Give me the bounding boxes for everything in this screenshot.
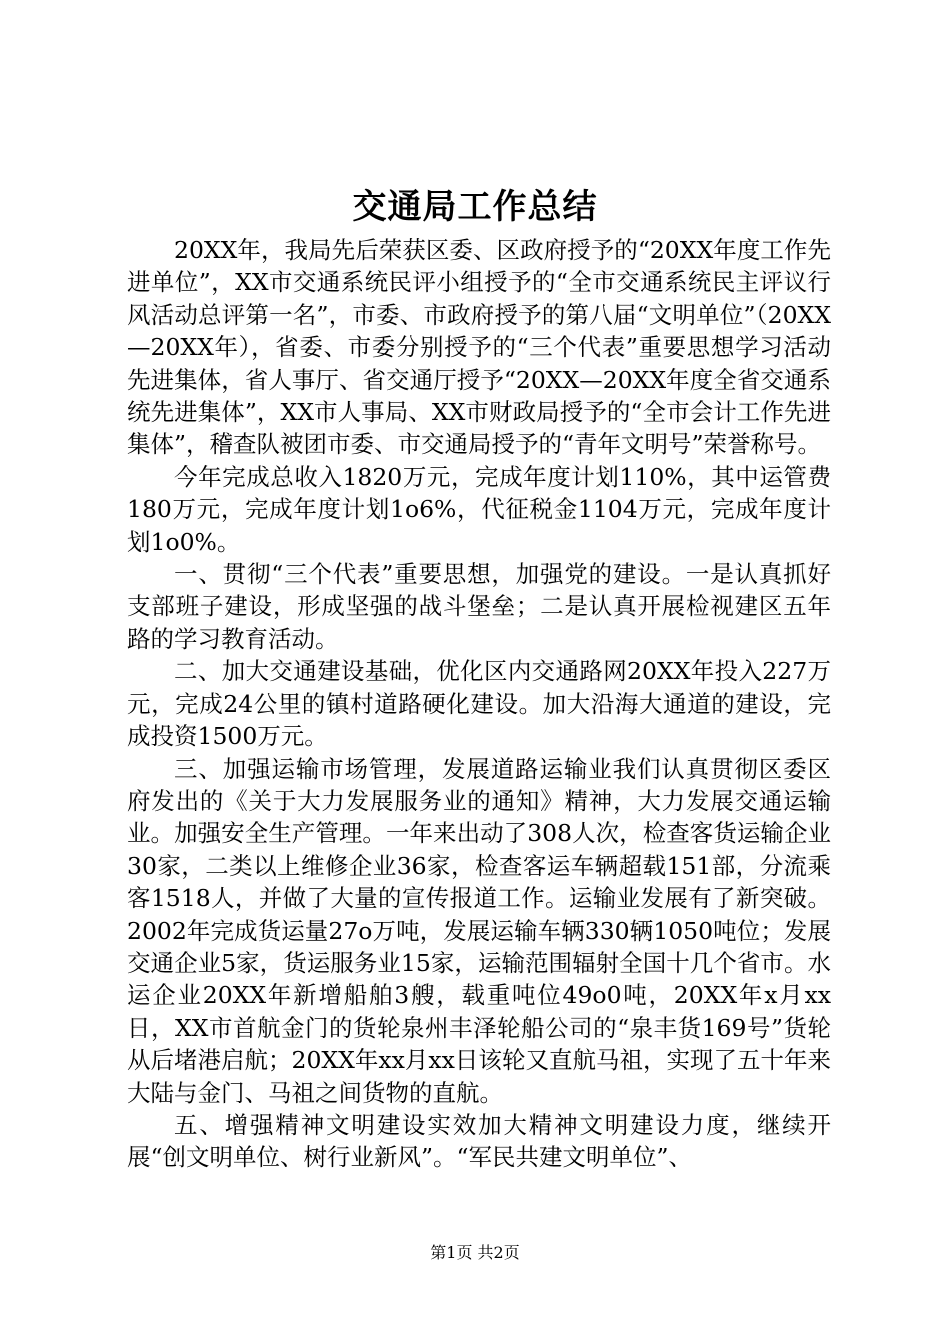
paragraph-infrastructure: 二、加大交通建设基础，优化区内交通路网20XX年投入227万元，完成24公里的镇村道路硬化建设。加大沿海大通道的建设，完成投资1500万元。 bbox=[127, 657, 831, 751]
page-title: 交通局工作总结 bbox=[352, 187, 598, 227]
paragraph-party-building: 一、贯彻“三个代表”重要思想，加强党的建设。一是认真抓好支部班子建设，形成坚强的战斗堡垒；二是认真开展检视建区五年路的学习教育活动。 bbox=[127, 560, 831, 653]
document-body bbox=[127, 234, 831, 1174]
paragraph-revenue: 今年完成总收入1820万元，完成年度计划110%，其中运管费180万元，完成年度计划1o6%，代征税金1104万元，完成年度计划1o0%。 bbox=[127, 462, 831, 556]
paragraph-spiritual-civilization: 五、增强精神文明建设实效加大精神文明建设力度，继续开展“创文明单位、树行业新风”。“军民共建文明单位”、 bbox=[127, 1110, 831, 1172]
paragraph-transport-market: 三、加强运输市场管理，发展道路运输业我们认真贯彻区委区府发出的《关于大力发展服务业的通知》精神，大力发展交通运输业。加强安全生产管理。一年来出动了308人次，检查客货运输企业30家，二类以上维修企业36家，检查客运车辆超载151部，分流乘客1518人，并做了大量的宣传报道工作。运输业发展有了新突破。2002年完成货运量27o万吨，发展运输车辆330辆1050吨位；发展交通企业5家，货运服务业15家，运输范围辐射全国十几个省市。水运企业20XX年新增船舶3艘，载重吨位49o0吨，20XX年x月xx日，XX市首航金门的货轮泉州丰泽轮船公司的“泉丰货169号”货轮从后堵港启航；20XX年xx月xx日该轮又直航马祖，实现了五十年来大陆与金门、马祖之间货物的直航。 bbox=[127, 754, 831, 1107]
page-footer: 第1页 共2页 bbox=[430, 1243, 520, 1262]
paragraph-awards: 20XX年，我局先后荣获区委、区政府授予的“20XX年度工作先进单位”，XX市交通系统民评小组授予的“全市交通系统民主评议行风活动总评第一名”，市委、市政府授予的第八届“文明单位”（20XX—20XX年），省委、市委分别授予的“三个代表”重要思想学习活动先进集体，省人事厅、省交通厅授予“20XX—20XX年度全省交通系统先进集体”，XX市人事局、XX市财政局授予的“全市会计工作先进集体”，稽查队被团市委、市交通局授予的“青年文明号”荣誉称号。 bbox=[127, 236, 831, 459]
